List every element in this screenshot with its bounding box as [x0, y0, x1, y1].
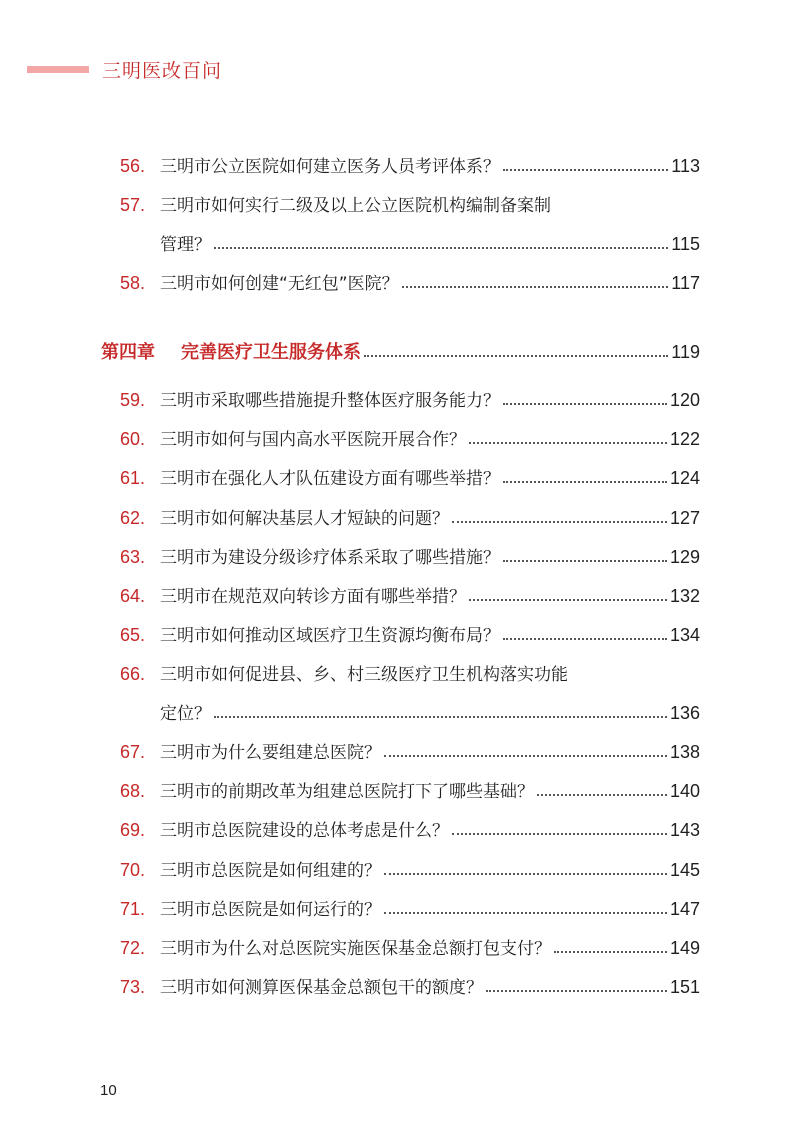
chapter-label: 第四章 — [101, 342, 155, 363]
entry-page: 113 — [671, 156, 700, 176]
dot-leader — [503, 481, 667, 483]
entry-page: 129 — [669, 547, 700, 567]
toc-entry[interactable] — [120, 816, 700, 844]
toc-entry[interactable] — [120, 777, 700, 805]
page-number: 10 — [100, 1082, 117, 1099]
toc-entry[interactable] — [120, 386, 700, 414]
entry-page: 138 — [669, 742, 700, 762]
entry-number: 64. — [120, 586, 146, 606]
entry-page: 147 — [669, 899, 700, 919]
entry-page: 117 — [671, 273, 700, 293]
entry-title: 三明市总医院建设的总体考虑是什么？ — [160, 821, 449, 841]
entry-page: 136 — [669, 703, 700, 723]
dot-leader — [402, 286, 669, 288]
entry-number: 66. — [120, 664, 146, 684]
toc-entry[interactable] — [120, 191, 700, 219]
dot-leader — [469, 599, 667, 601]
entry-number: 73. — [120, 977, 146, 997]
dot-leader — [384, 873, 667, 875]
dot-leader — [384, 755, 667, 757]
toc-entry[interactable] — [120, 425, 700, 453]
entry-number: 56. — [120, 156, 146, 176]
dot-leader — [452, 521, 667, 523]
toc-entry[interactable] — [120, 543, 700, 571]
toc-entry[interactable] — [120, 152, 700, 180]
entry-number: 72. — [120, 938, 146, 958]
dot-leader — [469, 442, 667, 444]
entry-page: 115 — [671, 234, 700, 254]
entry-number: 62. — [120, 508, 146, 528]
entry-title-continued: 定位？ — [160, 704, 211, 724]
entry-title: 三明市如何促进县、乡、村三级医疗卫生机构落实功能 — [160, 665, 568, 685]
dot-leader — [537, 794, 667, 796]
dot-leader — [214, 716, 667, 718]
entry-page: 120 — [669, 390, 700, 410]
dot-leader — [452, 833, 667, 835]
entry-number: 59. — [120, 390, 146, 410]
entry-number: 65. — [120, 625, 146, 645]
entry-title: 三明市在强化人才队伍建设方面有哪些举措？ — [160, 469, 500, 489]
entry-title: 三明市总医院是如何组建的？ — [160, 861, 381, 881]
entry-title: 三明市如何实行二级及以上公立医院机构编制备案制 — [160, 196, 551, 216]
toc-entry[interactable] — [120, 973, 700, 1001]
entry-number: 63. — [120, 547, 146, 567]
dot-leader — [503, 560, 667, 562]
entry-page: 149 — [669, 938, 700, 958]
entry-number: 70. — [120, 860, 146, 880]
entry-title: 三明市如何推动区域医疗卫生资源均衡布局？ — [160, 626, 500, 646]
dot-leader — [486, 990, 667, 992]
toc-entry[interactable] — [120, 582, 700, 610]
entry-title: 三明市如何解决基层人才短缺的问题？ — [160, 509, 449, 529]
toc-entry[interactable] — [120, 895, 700, 923]
toc-entry[interactable] — [120, 856, 700, 884]
entry-number: 68. — [120, 781, 146, 801]
entry-page: 143 — [669, 820, 700, 840]
entry-title: 三明市总医院是如何运行的？ — [160, 900, 381, 920]
chapter-heading[interactable] — [101, 338, 700, 366]
chapter-page: 119 — [671, 342, 700, 362]
toc-entry[interactable] — [120, 621, 700, 649]
dot-leader — [503, 403, 667, 405]
entry-number: 61. — [120, 468, 146, 488]
entry-page: 127 — [669, 508, 700, 528]
toc-entry[interactable] — [120, 464, 700, 492]
dot-leader — [503, 169, 668, 171]
running-header-title: 三明医改百问 — [102, 60, 223, 82]
dot-leader — [503, 638, 667, 640]
entry-title: 三明市为什么对总医院实施医保基金总额打包支付？ — [160, 939, 551, 959]
entry-title: 三明市采取哪些措施提升整体医疗服务能力？ — [160, 391, 500, 411]
toc-entry-continuation[interactable] — [160, 230, 700, 258]
entry-title: 三明市为什么要组建总医院？ — [160, 743, 381, 763]
entry-page: 134 — [669, 625, 700, 645]
entry-title: 三明市在规范双向转诊方面有哪些举措？ — [160, 587, 466, 607]
entry-number: 57. — [120, 195, 146, 215]
dot-leader — [364, 355, 668, 357]
toc-entry[interactable] — [120, 738, 700, 766]
entry-title: 三明市公立医院如何建立医务人员考评体系？ — [160, 157, 500, 177]
entry-page: 124 — [669, 468, 700, 488]
entry-page: 132 — [669, 586, 700, 606]
entry-title: 三明市为建设分级诊疗体系采取了哪些措施？ — [160, 548, 500, 568]
chapter-title: 完善医疗卫生服务体系 — [181, 342, 361, 363]
dot-leader — [554, 951, 667, 953]
toc-entry-continuation[interactable] — [160, 699, 700, 727]
entry-number: 60. — [120, 429, 146, 449]
entry-number: 69. — [120, 820, 146, 840]
entry-number: 67. — [120, 742, 146, 762]
entry-title: 三明市如何测算医保基金总额包干的额度？ — [160, 978, 483, 998]
dot-leader — [214, 247, 668, 249]
toc-entry[interactable] — [120, 504, 700, 532]
toc-entry[interactable] — [120, 660, 700, 688]
entry-title: 三明市如何创建“无红包”医院？ — [160, 274, 399, 294]
entry-page: 140 — [669, 781, 700, 801]
entry-number: 58. — [120, 273, 146, 293]
entry-page: 122 — [669, 429, 700, 449]
entry-title: 三明市的前期改革为组建总医院打下了哪些基础？ — [160, 782, 534, 802]
toc-entry[interactable] — [120, 269, 700, 297]
entry-title-continued: 管理？ — [160, 235, 211, 255]
entry-page: 145 — [669, 860, 700, 880]
entry-number: 71. — [120, 899, 146, 919]
entry-page: 151 — [669, 977, 700, 997]
entry-title: 三明市如何与国内高水平医院开展合作？ — [160, 430, 466, 450]
header-accent-bar — [27, 66, 89, 73]
toc-entry[interactable] — [120, 934, 700, 962]
dot-leader — [384, 912, 667, 914]
